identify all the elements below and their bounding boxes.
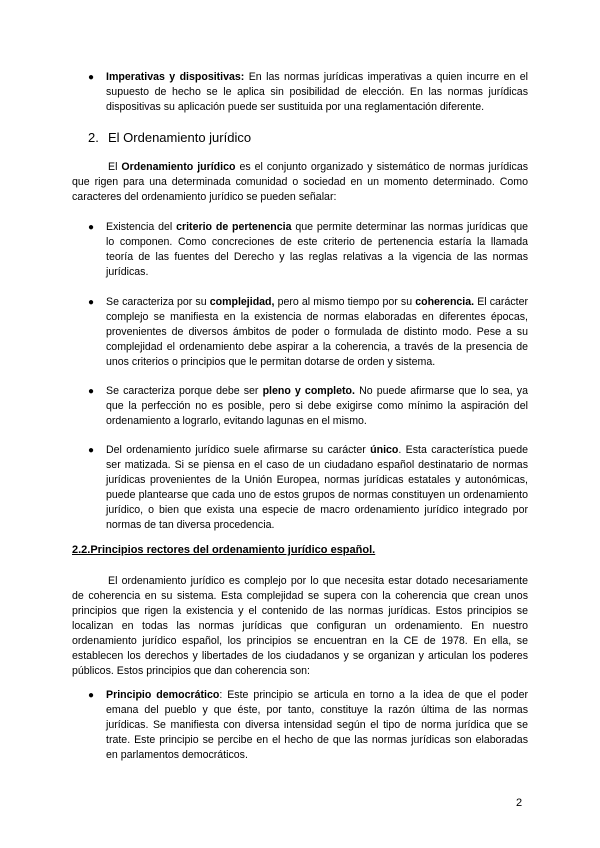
bullet-text: . Esta característica puede ser matizada. Si se piensa en el caso de un ciudadano español destinatario de normas jurídicas provenientes de la Unión Europea, normas jurídicas estatales y autonómicas, puede plantearse que cada uno de estos grupos de normas constituyen un ordenamiento jurídico, o bien que exista una especie de macro ordenamiento jurídico integrado por normas de tan diversa procedencia. <box>106 444 528 531</box>
subsection-heading: 2.2.Principios rectores del ordenamiento jurídico español. <box>72 544 376 556</box>
intro-after: es el conjunto organizado y sistemático de normas jurídicas que rigen para una determinada comunidad o sociedad en un momento determinado. Como caracteres del ordenamiento jurídico se pueden señalar: <box>72 161 529 203</box>
section-title: El Ordenamiento jurídico <box>108 130 252 145</box>
bullet-bold: coherencia. <box>415 296 475 308</box>
bullet-lead: Principio democrático <box>106 689 220 701</box>
bullet-text: Existencia del <box>106 221 177 233</box>
bullet-text: Se caracteriza porque debe ser <box>106 385 263 397</box>
bullet-body <box>106 384 528 429</box>
section-heading <box>88 130 251 145</box>
bullet-dot: ● <box>88 445 95 456</box>
bullet-complejidad <box>88 295 528 370</box>
bullet-body <box>106 443 528 533</box>
bullet-criterio-pertenencia <box>88 220 528 280</box>
bullet-text: Se caracteriza por su <box>106 296 210 308</box>
bullet-body <box>106 70 528 115</box>
intro-bold: Ordenamiento jurídico <box>121 161 236 173</box>
bullet-body <box>106 220 528 280</box>
bullet-text: El carácter complejo se manifiesta en la existencia de normas elaboradas en diferentes épocas, provenientes de diversos ámbitos de poder o formulada de distinto modo. Pese a su complejidad el ordenamiento debe aspirar a la coherencia, a través de la presencia de unos criterios o principios que le permitan dotarse de orden y sistema. <box>106 296 529 368</box>
bullet-text: pero al mismo tiempo por su <box>274 296 416 308</box>
bullet-text: Del ordenamiento jurídico suele afirmarse su carácter <box>106 444 371 456</box>
bullet-bold: pleno y completo. <box>262 385 355 397</box>
bullet-dot: ● <box>88 72 95 83</box>
bullet-body <box>106 295 528 370</box>
bullet-text: : Este principio se articula en torno a la idea de que el poder emana del pueblo y que éste, por tanto, constituye la razón última de las normas jurídicas. Se manifiesta con diversa intensidad según el tipo de norma jurídica que se trate. Este principio se percibe en el hecho de que las normas jurídicas son elaboradas en parlamentos democráticos. <box>106 689 528 761</box>
bullet-dot: ● <box>88 222 95 233</box>
section-number: 2. <box>88 130 99 145</box>
bullet-imperativas <box>88 70 528 115</box>
intro-paragraph <box>72 160 528 205</box>
bullet-bold: complejidad, <box>209 296 275 308</box>
bullet-body <box>106 688 528 763</box>
bullet-text: que permite determinar las normas jurídicas que lo componen. Como concreciones de este criterio de pertenencia estaría la llamada teoría de las fuentes del Derecho y las reglas relativas a la vigencia de las normas jurídicas. <box>106 221 528 278</box>
principios-paragraph: El ordenamiento jurídico es complejo por lo que necesita estar dotado necesariamente de coherencia en su sistema. Esta complejidad se supera con la coherencia que crean unos principios que rigen la existencia y el contenido de las normas jurídicas. Estos principios se localizan en todas las normas jurídicas que configuran un ordenamiento. En nuestro ordenamiento jurídico español, los principios se encuentran en la CE de 1978. En ella, se establecen los derechos y libertades de los ciudadanos y se organizan y articulan los poderes públicos. Estos principios que dan coherencia son: <box>72 575 528 677</box>
bullet-dot: ● <box>88 690 95 701</box>
bullet-dot: ● <box>88 386 95 397</box>
intro-before: El <box>108 161 122 173</box>
bullet-text: En las normas jurídicas imperativas a quien incurre en el supuesto de hecho se le aplica sin posibilidad de elección. En las normas jurídicas dispositivas su aplicación puede ser sustituida por una reglamentación diferente. <box>106 71 528 113</box>
bullet-text: No puede afirmarse que lo sea, ya que la perfección no es posible, pero si debe exigirse como mínimo la aspiración del ordenamiento a lograrlo, evitando lagunas en el mismo. <box>106 385 528 427</box>
page-number: 2 <box>516 797 523 809</box>
bullet-bold: único <box>370 444 399 456</box>
bullet-unico <box>88 443 528 533</box>
bullet-dot: ● <box>88 297 95 308</box>
bullet-pleno-completo <box>88 384 528 429</box>
bullet-bold: criterio de pertenencia <box>176 221 292 233</box>
bullet-lead: Imperativas y dispositivas: <box>106 71 245 83</box>
bullet-principio-democratico <box>88 688 528 763</box>
